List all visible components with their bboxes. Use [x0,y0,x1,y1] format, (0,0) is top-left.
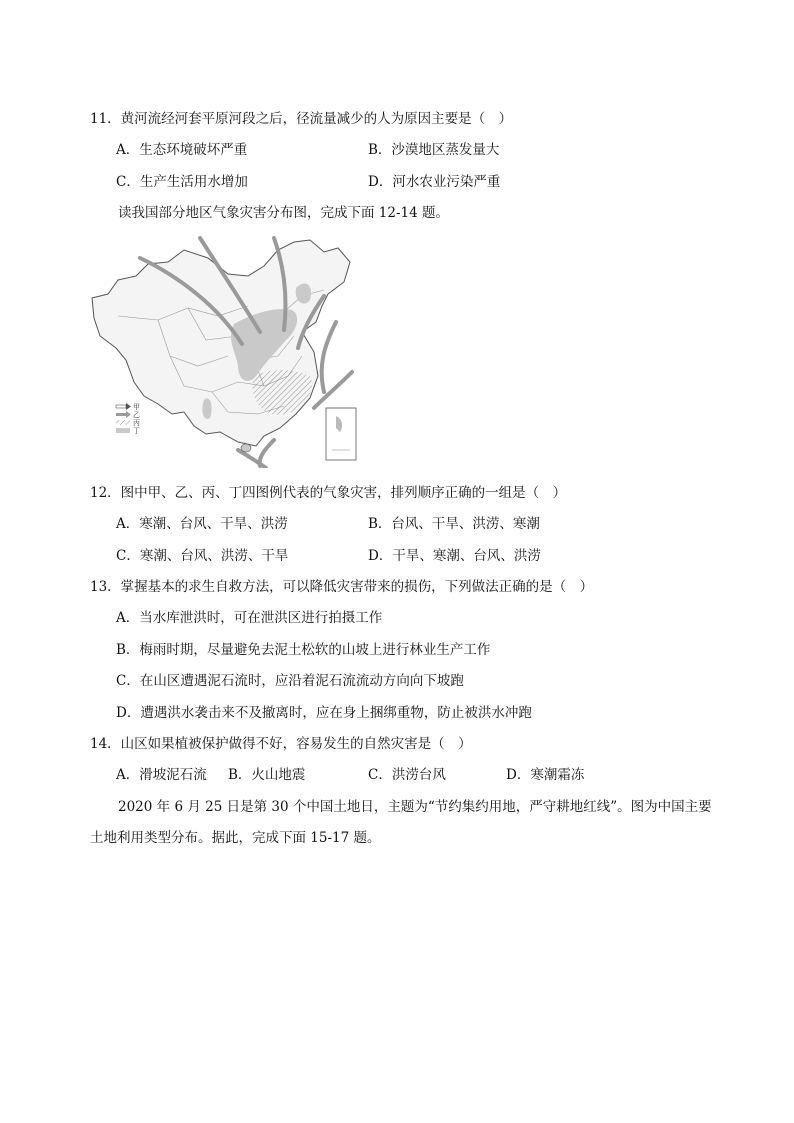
legend-label-yi: 乙 [133,411,140,419]
question-14-option-d: D．寒潮霜冻 [506,767,585,783]
intro-questions-15-17-line2: 土地利用类型分布。据此，完成下面 15-17 题。 [90,830,381,846]
intro-questions-15-17-line1: 2020 年 6 月 25 日是第 30 个中国土地日，主题为“节约集约用地，严守耕地红线”。图为中国主要 [118,799,712,815]
question-11-option-c: C．生产生活用水增加 [116,174,248,190]
question-14-option-c: C．洪涝台风 [368,767,446,783]
disaster-map-figure [88,236,360,468]
question-13-option-c: C．在山区遭遇泥石流时，应沿着泥石流流动方向向下坡跑 [116,673,464,689]
question-13-option-a: A．当水库泄洪时，可在泄洪区进行拍摄工作 [116,610,383,626]
question-11-option-d: D．河水农业污染严重 [368,174,501,190]
question-12-option-d: D．干旱、寒潮、台风、洪涝 [368,548,541,564]
question-11-option-b: B．沙漠地区蒸发量大 [368,142,500,158]
legend-label-jia: 甲 [133,403,140,411]
legend-yi [116,411,140,419]
legend-bing [116,419,140,427]
question-12-option-a: A．寒潮、台风、干旱、洪涝 [116,516,288,532]
question-11-option-a: A．生态环境破坏严重 [116,142,248,158]
disaster-map [88,236,360,468]
question-11-stem: 11．黄河流经河套平原河段之后，径流量减少的人为原因主要是（ ） [90,111,513,127]
question-12-stem: 12．图中甲、乙、丙、丁四图例代表的气象灾害，排列顺序正确的一组是（ ） [90,485,567,501]
question-13-option-d: D．遭遇洪水袭击来不及撤离时，应在身上捆绑重物，防止被洪水冲跑 [116,705,532,721]
legend-jia [116,403,140,411]
question-13-stem: 13．掌握基本的求生自救方法，可以降低灾害带来的损伤，下列做法正确的是（ ） [90,579,594,595]
question-14-stem: 14．山区如果植被保护做得不好，容易发生的自然灾害是（ ） [90,736,472,752]
question-13-option-b: B．梅雨时期，尽量避免去泥土松软的山坡上进行林业生产工作 [116,642,491,658]
question-12-option-c: C．寒潮、台风、洪涝、干旱 [116,548,289,564]
map-legend [116,403,140,435]
inset-box [326,408,356,460]
question-12-option-b: B．台风、干旱、洪涝、寒潮 [368,516,540,532]
legend-label-bing: 丙 [133,419,140,427]
legend-ding [116,427,140,435]
question-14-option-a: A．滑坡泥石流 [116,767,207,783]
intro-questions-12-14: 读我国部分地区气象灾害分布图，完成下面 12-14 题。 [118,205,449,221]
question-14-option-b: B．火山地震 [228,767,306,783]
legend-label-ding: 丁 [133,427,140,435]
region-bing [252,370,312,415]
hainan-island [241,444,251,452]
